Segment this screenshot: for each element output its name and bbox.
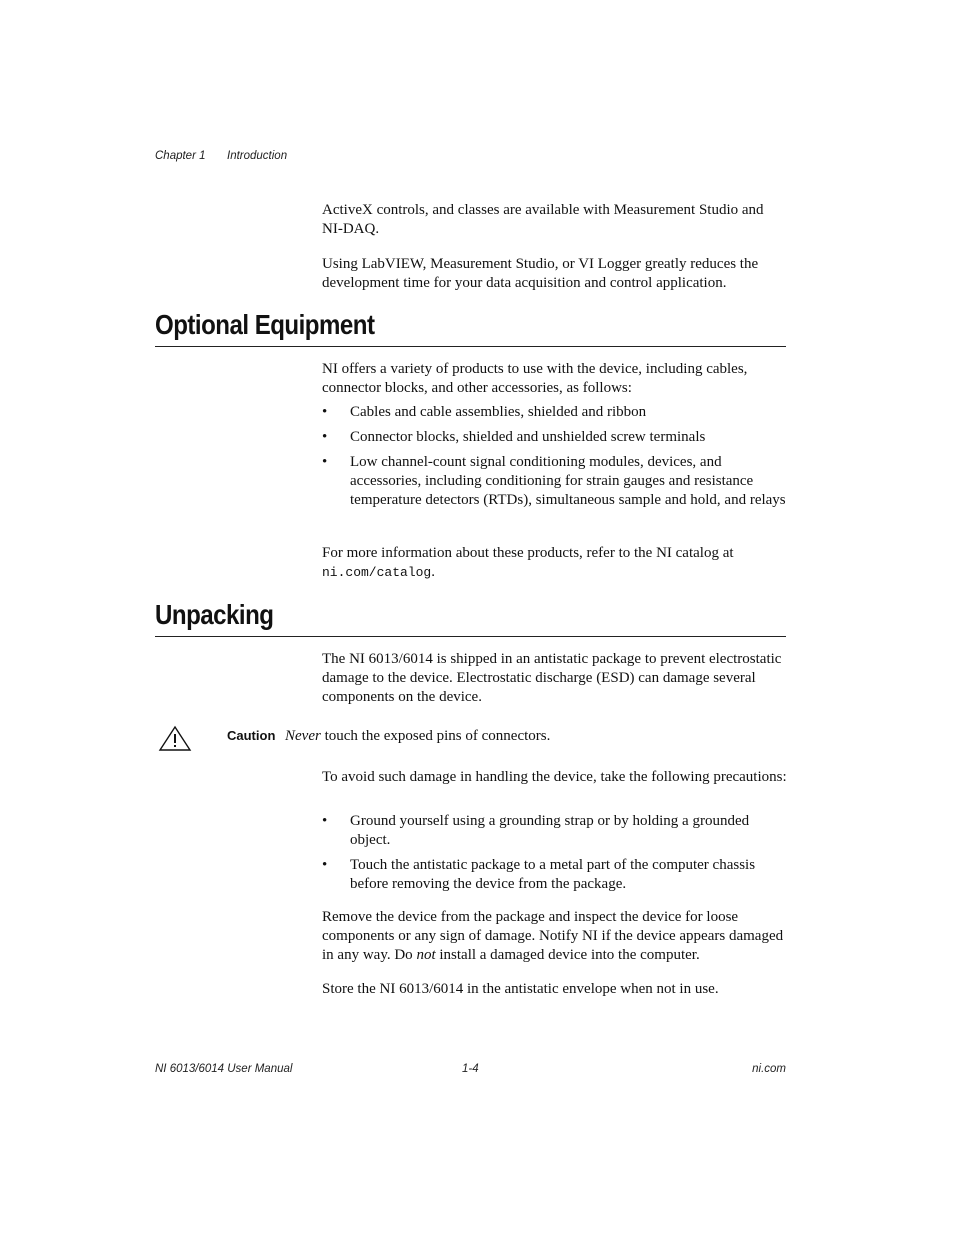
bullet-icon: • bbox=[322, 454, 328, 470]
precautions-list bbox=[322, 812, 787, 900]
section-rule bbox=[155, 636, 786, 637]
bullet-icon: • bbox=[322, 429, 328, 445]
unpacking-paragraph-3 bbox=[322, 908, 787, 965]
caution-text bbox=[285, 727, 550, 746]
list-item-text: Low channel-count signal conditioning modules, devices, and accessories, including conditioning for strain gauges and resistance temperature detectors (RTDs), simultaneous sample and hold, and relays bbox=[350, 454, 786, 508]
para3-part-b: install a damaged device into the computer. bbox=[435, 947, 700, 963]
list-item bbox=[322, 812, 787, 850]
chapter-title: Introduction bbox=[227, 150, 288, 162]
list-item bbox=[322, 403, 787, 422]
bullet-icon: • bbox=[322, 404, 328, 420]
para3-part-a: Remove the device from the package and inspect the device for loose components or any sign of damage. Notify NI if the device appears damaged in any way. Do bbox=[322, 909, 784, 963]
bullet-icon: • bbox=[322, 813, 328, 829]
intro-paragraph-1: ActiveX controls, and classes are available with Measurement Studio and NI-DAQ. bbox=[322, 202, 764, 237]
optional-equipment-list bbox=[322, 403, 787, 516]
list-item bbox=[322, 453, 787, 510]
list-item-text: Connector blocks, shielded and unshielded screw terminals bbox=[350, 429, 706, 445]
para3-emphasis: not bbox=[416, 947, 436, 963]
footer-site[interactable]: ni.com bbox=[752, 1063, 786, 1075]
intro-paragraph-2: Using LabVIEW, Measurement Studio, or VI Logger greatly reduces the development time for your data acquisition and control application. bbox=[322, 256, 759, 291]
list-item-text: Touch the antistatic package to a metal part of the computer chassis before removing the device from the package. bbox=[350, 857, 756, 892]
list-item bbox=[322, 428, 787, 447]
caution-rest: touch the exposed pins of connectors. bbox=[320, 728, 551, 744]
section-title-unpacking: Unpacking bbox=[155, 599, 274, 630]
unpacking-paragraph-2: To avoid such damage in handling the device, take the following precautions: bbox=[322, 769, 787, 785]
unpacking-paragraph-1: The NI 6013/6014 is shipped in an antistatic package to prevent electrostatic damage to the device. Electrostatic discharge (ESD) can damage several components on the device. bbox=[322, 651, 782, 705]
unpacking-paragraph-4: Store the NI 6013/6014 in the antistatic envelope when not in use. bbox=[322, 981, 719, 997]
list-item bbox=[322, 856, 787, 894]
list-item-text: Ground yourself using a grounding strap or by holding a grounded object. bbox=[350, 813, 750, 848]
catalog-paragraph bbox=[322, 544, 787, 582]
optional-equipment-intro: NI offers a variety of products to use with the device, including cables, connector blocks, and other accessories, as follows: bbox=[322, 361, 748, 396]
caution-icon bbox=[158, 725, 192, 751]
caution-emphasis: Never bbox=[285, 728, 321, 744]
bullet-icon: • bbox=[322, 857, 328, 873]
catalog-text: For more information about these products, refer to the NI catalog at bbox=[322, 545, 734, 561]
list-item-text: Cables and cable assemblies, shielded and ribbon bbox=[350, 404, 647, 420]
running-head bbox=[155, 150, 287, 162]
catalog-period: . bbox=[431, 564, 435, 580]
section-rule bbox=[155, 346, 786, 347]
footer-page-number: 1-4 bbox=[462, 1063, 479, 1075]
section-title-optional-equipment: Optional Equipment bbox=[155, 309, 375, 340]
footer-manual-title: NI 6013/6014 User Manual bbox=[155, 1063, 293, 1075]
chapter-number: Chapter 1 bbox=[155, 150, 206, 162]
catalog-link[interactable]: ni.com/catalog bbox=[322, 565, 432, 580]
caution-label: Caution bbox=[227, 728, 276, 743]
